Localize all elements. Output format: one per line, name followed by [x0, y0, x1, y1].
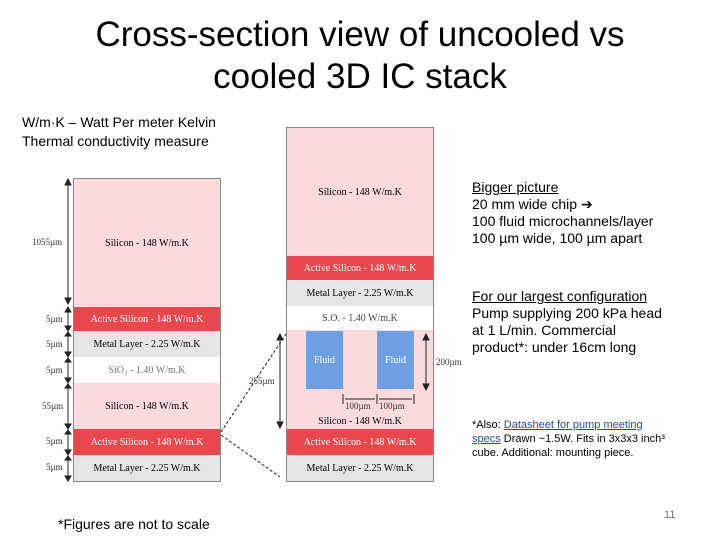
largest-config-line-3: product*: under 16cm long	[472, 339, 637, 355]
dim-5-e: 5µm	[46, 462, 63, 472]
fluid-channel-right: Fluid	[377, 331, 414, 389]
also-note	[472, 418, 712, 460]
dim-5-b: 5µm	[46, 339, 63, 349]
largest-config-heading: For our largest configuration	[472, 288, 648, 304]
units-note	[22, 113, 216, 151]
layer-silicon-top: Silicon - 148 W/m.K	[74, 179, 220, 307]
layer-active-silicon-bottom: Active Silicon - 148 W/m.K	[74, 429, 220, 455]
bigger-picture-line-2: 100 fluid microchannels/layer	[472, 213, 654, 229]
dim-100-right: 100µm	[379, 401, 405, 411]
layer-active-silicon-top: Active Silicon - 148 W/m.K	[74, 307, 220, 331]
cooled-silicon-top: Silicon - 148 W/m.K	[287, 128, 433, 256]
cooled-metal-bottom: Metal Layer - 2.25 W/m.K	[287, 455, 433, 481]
title-line-2: cooled 3D IC stack	[213, 57, 507, 96]
also-note-line-1: *Also: Datasheet for pump meeting	[472, 419, 643, 431]
cooled-silicon-bottom: Silicon - 148 W/m.K	[287, 330, 433, 429]
also-note-line-2: specs Drawn ~1.5W. Fits in 3x3x3 inch³	[472, 433, 665, 445]
dim-255: 255µm	[249, 376, 275, 386]
slide-title	[0, 14, 720, 98]
dim-5-a: 5µm	[46, 314, 63, 324]
bigger-picture-heading: Bigger picture	[472, 179, 559, 195]
pump-specs-link[interactable]: specs	[472, 433, 501, 445]
title-line-1: Cross-section view of uncooled vs	[95, 15, 625, 54]
dim-200: 200µm	[436, 357, 462, 367]
dim-100-left: 100µm	[345, 401, 371, 411]
dim-5-c: 5µm	[46, 365, 63, 375]
fluid-channel-left: Fluid	[306, 331, 343, 389]
dim-55: 55µm	[42, 401, 64, 411]
dim-1055: 1055µm	[32, 237, 63, 247]
cooled-active-silicon-top: Active Silicon - 148 W/m.K	[287, 256, 433, 280]
cooled-active-silicon-bottom: Active Silicon - 148 W/m.K	[287, 429, 433, 455]
bigger-picture-line-1: 20 mm wide chip ➔	[472, 196, 593, 212]
cooled-dimension-lines	[220, 326, 460, 482]
footnote: *Figures are not to scale	[58, 516, 210, 532]
bigger-picture-note	[472, 179, 653, 247]
also-note-line-3: cube. Additional: mounting piece.	[472, 447, 634, 459]
largest-config-line-2: at 1 L/min. Commercial	[472, 322, 616, 338]
right-arrow-icon: ➔	[580, 196, 593, 212]
layer-sio2: SiO₂ - 1.40 W/m.K	[74, 357, 220, 383]
layer-metal-bottom: Metal Layer - 2.25 W/m.K	[74, 455, 220, 481]
units-note-line-1: W/m·K – Watt Per meter Kelvin	[22, 114, 216, 130]
largest-config-note	[472, 288, 662, 356]
pump-datasheet-link[interactable]: Datasheet for pump meeting	[503, 419, 643, 431]
cooled-metal-top: Metal Layer - 2.25 W/m.K	[287, 280, 433, 306]
page-number: 11	[664, 509, 676, 521]
largest-config-line-1: Pump supplying 200 kPa head	[472, 305, 662, 321]
bigger-picture-line-3: 100 µm wide, 100 µm apart	[472, 230, 643, 246]
layer-metal-top: Metal Layer - 2.25 W/m.K	[74, 331, 220, 357]
cooled-sio2: S.O. - 1.40 W/m.K	[287, 306, 433, 330]
layer-silicon-bottom: Silicon - 148 W/m.K	[74, 383, 220, 429]
dim-5-d: 5µm	[46, 436, 63, 446]
units-note-line-2: Thermal conductivity measure	[22, 133, 209, 149]
